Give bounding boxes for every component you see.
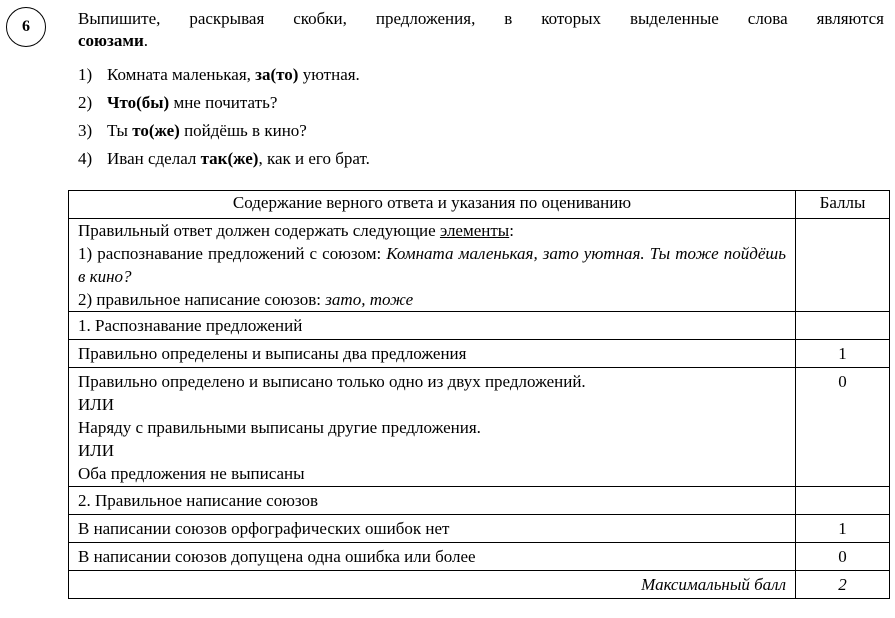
- option-item: [78, 145, 370, 173]
- criterion-points: 1: [796, 340, 890, 368]
- criterion-line-1: Правильно определено и выписано только одно из двух предложений.: [78, 372, 586, 391]
- answer-intro-colon: :: [509, 221, 514, 240]
- option-highlight: за(то): [255, 65, 299, 84]
- answer-intro: Правильный ответ должен содержать следующие: [78, 221, 440, 240]
- criterion-points: 0: [796, 543, 890, 571]
- max-score-label: Максимальный балл: [69, 571, 796, 599]
- header-points: Баллы: [796, 191, 890, 219]
- option-highlight: так(же): [200, 149, 259, 168]
- criterion-text: В написании союзов орфографических ошибок нет: [69, 515, 796, 543]
- max-score-row: [69, 571, 890, 599]
- answer-row: [69, 219, 890, 312]
- max-score-value: 2: [796, 571, 890, 599]
- criterion-row: [69, 368, 890, 487]
- option-number: 4): [78, 149, 93, 168]
- section-1-title: 1. Распознавание предложений: [69, 312, 796, 340]
- criterion-line-3: Оба предложения не выписаны: [78, 464, 305, 483]
- options-list: [78, 61, 370, 173]
- question-end: .: [143, 31, 148, 50]
- criterion-line-2: Наряду с правильными выписаны другие предложения.: [78, 418, 481, 437]
- answer-item-2-label: 2) правильное написание союзов:: [78, 290, 326, 309]
- question-keyword: союзами: [78, 31, 144, 50]
- answer-points-empty: [796, 219, 890, 312]
- option-text-before: Ты: [107, 121, 133, 140]
- header-content: Содержание верного ответа и указания по оцениванию: [69, 191, 796, 219]
- option-text-after: пойдёшь в кино?: [179, 121, 307, 140]
- option-item: [78, 89, 370, 117]
- criterion-text-multi: [69, 368, 796, 487]
- section-2-points-empty: [796, 487, 890, 515]
- option-text-before: Иван сделал: [107, 149, 201, 168]
- option-text-after: , как и его брат.: [258, 149, 370, 168]
- option-number: 1): [78, 65, 93, 84]
- criterion-text: В написании союзов допущена одна ошибка или более: [69, 543, 796, 571]
- section-1-points-empty: [796, 312, 890, 340]
- answer-item-2-words: зато, тоже: [325, 290, 414, 309]
- criterion-row: [69, 515, 890, 543]
- option-text-after: мне почитать?: [169, 93, 278, 112]
- section-2-title: 2. Правильное написание союзов: [69, 487, 796, 515]
- option-highlight: Что(бы): [107, 93, 170, 112]
- criterion-points: 0: [796, 368, 890, 487]
- answer-item-1-label: 1) распознавание предложений с союзом:: [78, 244, 387, 263]
- question-line-1: Выпишите, раскрывая скобки, предложения, в которых выделенные слова являются: [78, 9, 884, 28]
- task-number: 6: [22, 18, 30, 35]
- criterion-or-2: ИЛИ: [78, 441, 115, 460]
- option-number: 3): [78, 121, 93, 140]
- rubric-header-row: [69, 191, 890, 219]
- option-number: 2): [78, 93, 93, 112]
- section-1-row: [69, 312, 890, 340]
- option-item: [78, 117, 370, 145]
- option-highlight: то(же): [132, 121, 180, 140]
- section-2-row: [69, 487, 890, 515]
- option-item: [78, 61, 370, 89]
- answer-intro-underlined: элементы: [439, 221, 510, 240]
- answer-item-1-sentences: Комната маленькая, зато уютная. Ты тоже пойдёшь в кино?: [78, 244, 786, 286]
- criterion-or-1: ИЛИ: [78, 395, 115, 414]
- task-question: [78, 8, 884, 52]
- rubric-table: [68, 190, 890, 599]
- answer-description: [69, 219, 796, 312]
- criterion-row: [69, 340, 890, 368]
- option-text-before: Комната маленькая,: [107, 65, 256, 84]
- criterion-row: [69, 543, 890, 571]
- task-number-badge: [6, 7, 46, 47]
- option-text-after: уютная.: [298, 65, 360, 84]
- criterion-points: 1: [796, 515, 890, 543]
- criterion-text: Правильно определены и выписаны два предложения: [69, 340, 796, 368]
